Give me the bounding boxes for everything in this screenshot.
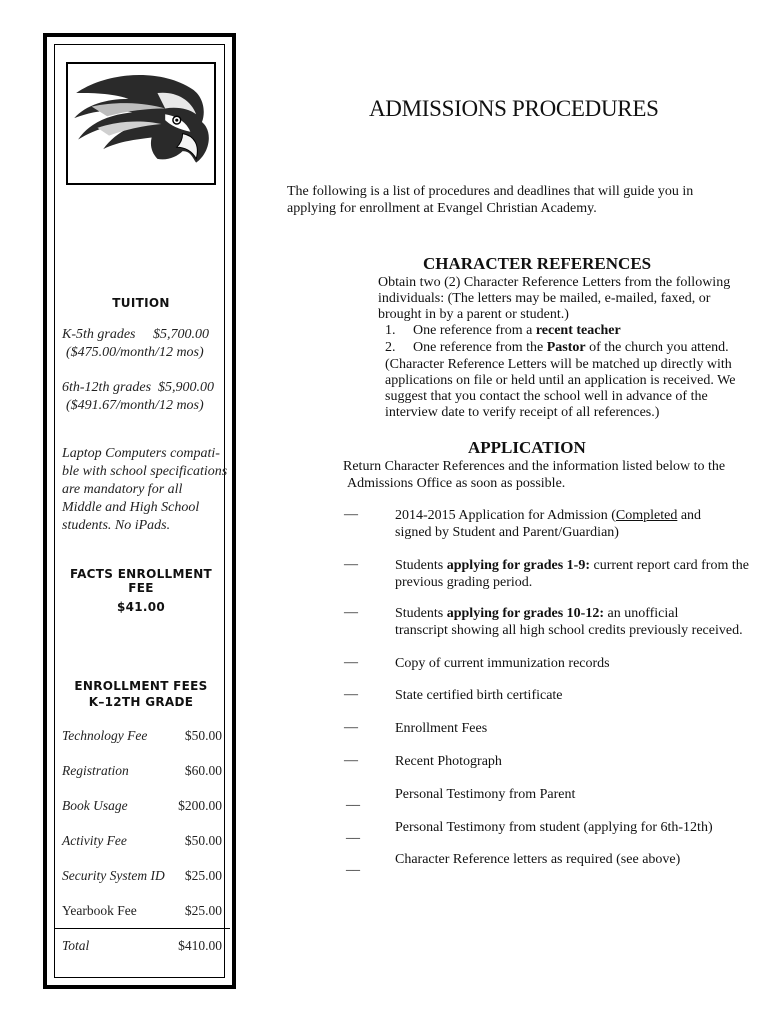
app-item-text: Students xyxy=(395,558,447,573)
app-item: Personal Testimony from Parent xyxy=(395,787,576,802)
fee-amount: $200.00 xyxy=(178,798,222,813)
app-item-text-post: an unofficial xyxy=(603,606,679,621)
list-dash: — xyxy=(344,557,358,572)
fee-row xyxy=(62,728,222,744)
fee-name: Yearbook Fee xyxy=(62,903,137,918)
fee-name: Registration xyxy=(62,763,129,778)
fee-total-label: Total xyxy=(62,938,90,953)
app-item xyxy=(395,557,755,591)
app-item: State certified birth certificate xyxy=(395,688,563,703)
enrollment-grade-heading: K–12TH GRADE xyxy=(88,695,194,709)
fee-name: Security System ID xyxy=(62,868,165,883)
app-item: Copy of current immunization records xyxy=(395,656,610,671)
fee-row xyxy=(62,763,222,779)
fee-total-row xyxy=(62,938,222,954)
char-ref-note-1: (Character Reference Letters will be matched up directly with xyxy=(385,357,732,372)
list-text: One reference from the xyxy=(413,340,547,355)
app-item-bold: applying for grades 1-9: xyxy=(446,558,590,573)
page-title: ADMISSIONS PROCEDURES xyxy=(369,96,659,121)
app-item: Character Reference letters as required (see above) xyxy=(395,852,681,867)
app-item-underline: Completed xyxy=(615,508,678,523)
app-item-line2: transcript showing all high school credits previously received. xyxy=(395,623,743,638)
enrollment-fees-heading: ENROLLMENT FEES xyxy=(74,679,208,693)
char-ref-note-2: applications on file or held until an application is received. We xyxy=(385,373,736,388)
char-ref-intro-2: individuals: (The letters may be mailed, e-mailed, faxed, or xyxy=(378,291,711,306)
app-item-text: 2014-2015 Application for Admission ( xyxy=(395,508,616,523)
fee-amount: $25.00 xyxy=(184,903,222,918)
fee-row xyxy=(62,903,222,919)
laptop-note-line-3: are mandatory for all xyxy=(62,482,183,497)
list-dash: — xyxy=(344,687,358,702)
fee-amount: $25.00 xyxy=(184,868,222,883)
char-ref-item xyxy=(385,339,729,356)
app-item-text-post: current report card from the xyxy=(589,558,749,573)
character-references-heading: CHARACTER REFERENCES xyxy=(423,254,652,273)
facts-amount: $41.00 xyxy=(116,600,166,614)
tuition-heading: TUITION xyxy=(112,296,170,310)
laptop-note-line-1: Laptop Computers compati- xyxy=(62,446,220,461)
facts-heading: FACTS ENROLLMENT FEE xyxy=(69,567,213,595)
tuition-k5-monthly: ($475.00/month/12 mos) xyxy=(66,345,204,360)
laptop-note-line-2: ble with school specifications xyxy=(62,464,228,479)
list-number: 1. xyxy=(385,323,396,338)
char-ref-item xyxy=(385,322,621,339)
fee-total-amount: $410.00 xyxy=(178,938,222,953)
list-blank: __ xyxy=(346,793,360,808)
list-number: 2. xyxy=(385,340,396,355)
app-item-text: Students xyxy=(395,606,447,621)
fee-name: Activity Fee xyxy=(62,833,127,848)
fee-amount: $60.00 xyxy=(184,763,222,778)
list-dash: — xyxy=(344,605,358,620)
list-dash: — xyxy=(344,507,358,522)
laptop-note-line-5: students. No iPads. xyxy=(62,518,171,533)
list-bold: Pastor xyxy=(546,340,586,355)
laptop-note-line-4: Middle and High School xyxy=(62,500,200,515)
list-blank: __ xyxy=(346,858,360,873)
tuition-6-12-line: 6th-12th grades $5,900.00 xyxy=(62,380,215,395)
app-item xyxy=(395,507,755,541)
application-intro-1: Return Character References and the information listed below to the xyxy=(343,459,726,474)
app-item: Enrollment Fees xyxy=(395,721,488,736)
eagle-icon xyxy=(68,64,214,183)
app-item-bold: applying for grades 10-12: xyxy=(446,606,604,621)
fee-name: Technology Fee xyxy=(62,728,148,743)
list-dash: — xyxy=(344,655,358,670)
list-text: One reference from a xyxy=(413,323,536,338)
app-item-line2: signed by Student and Parent/Guardian) xyxy=(395,525,619,540)
tuition-6-12-monthly: ($491.67/month/12 mos) xyxy=(66,398,204,413)
fee-row xyxy=(62,868,222,884)
intro-line-1: The following is a list of procedures and deadlines that will guide you in xyxy=(287,184,694,199)
char-ref-note-4: interview date to verify receipt of all references.) xyxy=(385,405,660,420)
fee-row xyxy=(62,833,222,849)
total-divider xyxy=(54,928,230,929)
list-bold: recent teacher xyxy=(535,323,621,338)
char-ref-note-3: suggest that you contact the school well in advance of the xyxy=(385,389,708,404)
eagle-logo xyxy=(66,62,216,185)
tuition-k5-line: K-5th grades $5,700.00 xyxy=(62,327,209,342)
application-heading: APPLICATION xyxy=(468,438,586,457)
fee-name: Book Usage xyxy=(62,798,128,813)
list-blank: __ xyxy=(346,826,360,841)
intro-line-2: applying for enrollment at Evangel Christian Academy. xyxy=(287,201,597,216)
char-ref-intro-1: Obtain two (2) Character Reference Letters from the following xyxy=(378,275,731,290)
fee-amount: $50.00 xyxy=(184,728,222,743)
app-item: Personal Testimony from student (applying for 6th-12th) xyxy=(395,820,713,835)
fee-amount: $50.00 xyxy=(184,833,222,848)
fee-row xyxy=(62,798,222,814)
app-item: Recent Photograph xyxy=(395,754,502,769)
list-dash: — xyxy=(344,720,358,735)
char-ref-intro-3: brought in by a parent or student.) xyxy=(378,307,569,322)
app-item-text-post: and xyxy=(677,508,702,523)
app-item-line2: previous grading period. xyxy=(395,575,533,590)
app-item xyxy=(395,605,755,639)
application-intro-2: Admissions Office as soon as possible. xyxy=(347,476,566,491)
list-dash: — xyxy=(344,753,358,768)
list-text-post: of the church you attend. xyxy=(585,340,729,355)
